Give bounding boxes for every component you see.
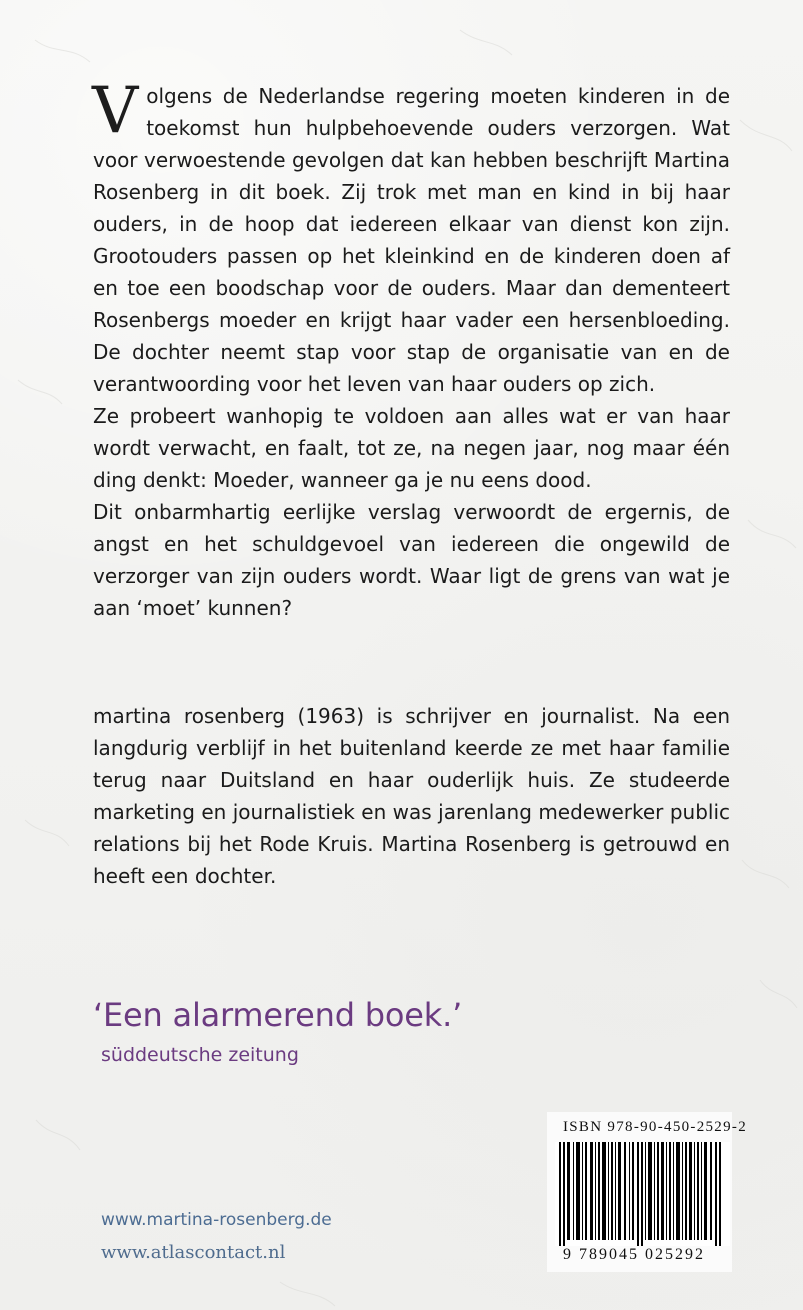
isbn-barcode-block (547, 1112, 748, 1272)
review-source: süddeutsche zeitung (101, 1044, 299, 1066)
barcode-image (555, 1142, 730, 1246)
book-blurb (92, 74, 730, 624)
drop-cap-letter: V (92, 74, 139, 148)
barcode-number: 9 789045 025292 (563, 1246, 705, 1263)
publisher-website-link[interactable]: www.atlascontact.nl (101, 1242, 286, 1263)
blurb-paragraph-2: Ze probeert wanhopig te voldoen aan alles wat er van haar wordt verwacht, en faalt, tot ze, na negen jaar, nog maar één ding denkt: Moeder, wanneer ga je nu eens dood. (93, 404, 730, 492)
blurb-paragraph-3: Dit onbarmhartig eerlijke verslag verwoordt de ergernis, de angst en het schuldgevoel van iedereen die ongewild de verzorger van zijn ouders wordt. Waar ligt de grens van wat je aan ‘moet’ kunnen? (93, 500, 730, 620)
author-bio: martina rosenberg (1963) is schrijver en journalist. Na een langdurig verblijf in het buitenland keerde ze met haar familie terug naar Duitsland en haar ouderlijk huis. Ze studeerde marketing en journalistiek en was jarenlang medewerker public relations bij het Rode Kruis. Martina Rosenberg is getrouwd en heeft een dochter. (93, 704, 730, 888)
blurb-paragraph-1-text: olgens de Nederlandse regering moeten kinderen in de toekomst hun hulpbehoevende ouders verzorgen. Wat voor verwoestende gevolgen dat kan hebben beschrijft Martina Rosenberg in dit boek. Zij trok met man en kind in bij haar ouders, in de hoop dat iedereen elkaar van dienst kon zijn. Grootouders passen op het kleinkind en de kinderen doen af en toe een boodschap voor de ouders. Maar dan dementeert Rosenbergs moeder en krijgt haar vader een hersenbloeding. De dochter neemt stap voor stap de organisatie van en de verantwoording voor het leven van haar ouders op zich. (93, 84, 730, 396)
isbn-label: ISBN 978-90-450-2529-2 (563, 1119, 748, 1135)
review-quote: ‘Een alarmerend boek.’ (93, 996, 463, 1034)
author-website-link[interactable]: www.martina-rosenberg.de (101, 1210, 332, 1230)
blurb-paragraph-1 (92, 74, 730, 400)
